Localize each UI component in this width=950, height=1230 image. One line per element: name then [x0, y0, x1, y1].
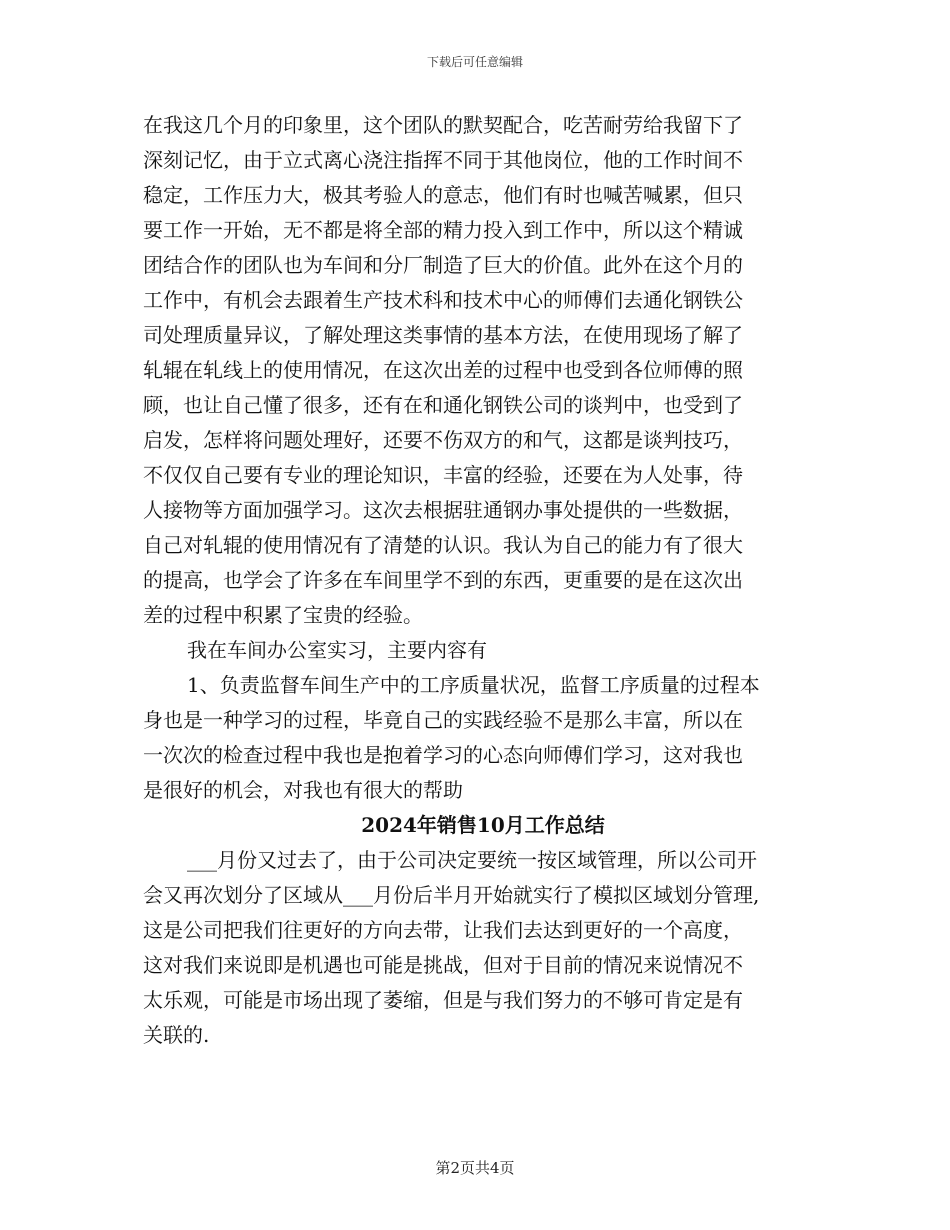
text-line: 人接物等方面加强学习。这次去根据驻通钢办事处提供的一些数据，: [143, 498, 743, 522]
text-line: 身也是一种学习的过程，毕竟自己的实践经验不是那么丰富，所以在: [143, 708, 743, 732]
text-line: 一次次的检查过程中我也是抱着学习的心态向师傅们学习，这对我也: [143, 743, 743, 767]
paragraph-team-impression: [143, 108, 823, 633]
text-line: 深刻记忆，由于立式离心浇注指挥不同于其他岗位，他的工作时间不: [143, 148, 743, 172]
text-line: 要工作一开始，无不都是将全部的精力投入到工作中，所以这个精诚: [143, 218, 743, 242]
section-title: 2024年销售10月工作总结: [361, 813, 605, 837]
text-line: 差的过程中积累了宝贵的经验。: [143, 603, 423, 627]
text-line: 顾，也让自己懂了很多，还有在和通化钢铁公司的谈判中，也受到了: [143, 393, 743, 417]
text-line: 团结合作的团队也为车间和分厂制造了巨大的价值。此外在这个月的: [143, 253, 743, 277]
text-line: 稳定，工作压力大，极其考验人的意志，他们有时也喊苦喊累，但只: [143, 183, 743, 207]
text-line: ___月份又过去了，由于公司决定要统一按区域管理，所以公司开: [187, 848, 757, 872]
text-line: 太乐观，可能是市场出现了萎缩，但是与我们努力的不够可肯定是有: [143, 988, 743, 1012]
document-body: [143, 108, 823, 1053]
paragraph-office-internship: 我在车间办公室实习，主要内容有: [187, 638, 487, 662]
text-line: 关联的.: [143, 1023, 210, 1047]
text-line: 自己对轧辊的使用情况有了清楚的认识。我认为自己的能力有了很大: [143, 533, 743, 557]
text-line: 是很好的机会，对我也有很大的帮助: [143, 778, 463, 802]
text-line: 启发，怎样将问题处理好，还要不伤双方的和气，这都是谈判技巧，: [143, 428, 743, 452]
text-line: 这对我们来说即是机遇也可能是挑战，但对于目前的情况来说情况不: [143, 953, 743, 977]
text-line: 在我这几个月的印象里，这个团队的默契配合，吃苦耐劳给我留下了: [143, 113, 743, 137]
text-line: 这是公司把我们往更好的方向去带，让我们去达到更好的一个高度，: [143, 918, 743, 942]
text-line: 不仅仅自己要有专业的理论知识，丰富的经验，还要在为人处事，待: [143, 463, 743, 487]
text-line: 会又再次划分了区域从___月份后半月开始就实行了模拟区域划分管理,: [143, 883, 760, 907]
text-line: 司处理质量异议，了解处理这类事情的基本方法，在使用现场了解了: [143, 323, 743, 347]
text-line: 的提高，也学会了许多在车间里学不到的东西，更重要的是在这次出: [143, 568, 743, 592]
text-line: 工作中，有机会去跟着生产技术科和技术中心的师傅们去通化钢铁公: [143, 288, 743, 312]
text-line: 1、负责监督车间生产中的工序质量状况，监督工序质量的过程本: [187, 673, 760, 697]
paragraph-quality-supervision: [143, 668, 823, 808]
page-header: 下载后可任意编辑: [426, 55, 523, 69]
text-line: 轧辊在轧线上的使用情况，在这次出差的过程中也受到各位师傅的照: [143, 358, 743, 382]
paragraph-sales-summary: [143, 843, 823, 1053]
page-number: 第2页共4页: [435, 1159, 515, 1177]
